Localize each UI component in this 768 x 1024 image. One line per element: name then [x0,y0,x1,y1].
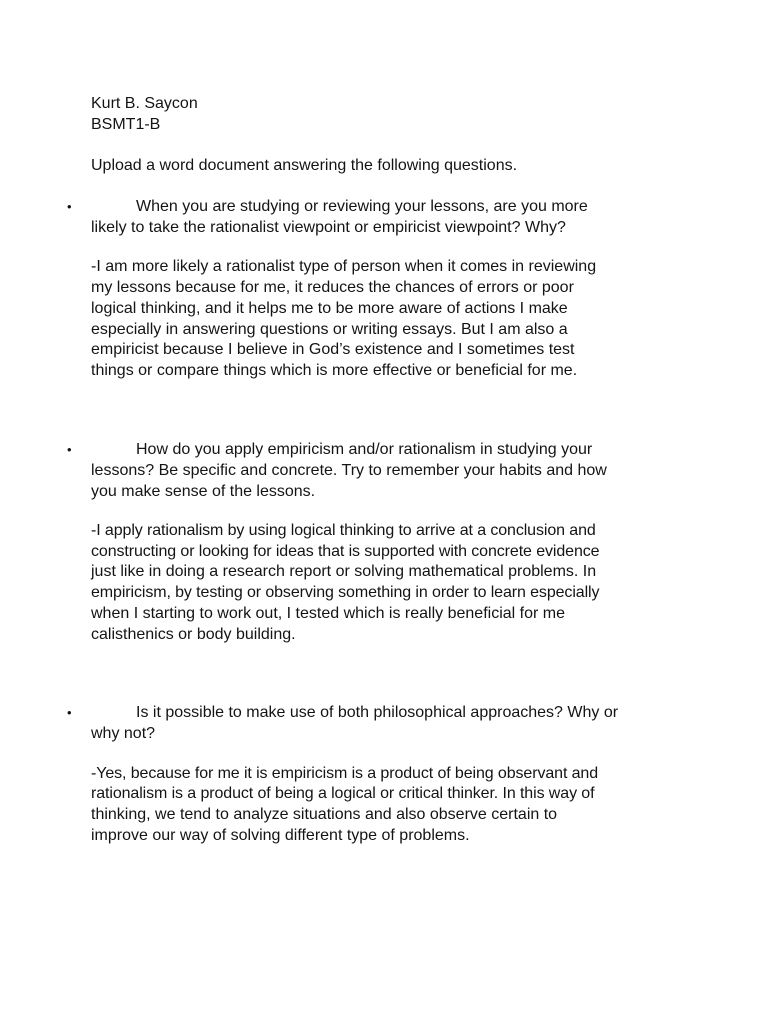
answer-1-line-6: things or compare things which is more effective or beneficial for me. [91,362,578,379]
answer-2-line-5: when I starting to work out, I tested which is really beneficial for me [91,605,565,622]
answer-2-line-1: -I apply rationalism by using logical thinking to arrive at a conclusion and [91,522,596,539]
answer-2-line-4: empiricism, by testing or observing something in order to learn especially [91,584,600,601]
author-section: BSMT1-B [91,116,161,133]
answer-1-line-4: especially in answering questions or writing essays. But I am also a [91,321,568,338]
question-2-line-3: you make sense of the lessons. [91,483,316,500]
question-2-text: How do you apply empiricism and/or rationalism in studying your [136,441,593,458]
bullet-2: • [67,442,72,457]
answer-1-line-3: logical thinking, and it helps me to be more aware of actions I make [91,300,568,317]
question-1-line-1 [91,197,588,218]
answer-2-line-2: constructing or looking for ideas that is supported with concrete evidence [91,543,600,560]
question-1-text: When you are studying or reviewing your lessons, are you more [136,198,588,215]
answer-1-line-5: empiricist because I believe in God’s existence and I sometimes test [91,341,575,358]
question-2-line-2: lessons? Be specific and concrete. Try to remember your habits and how [91,462,607,479]
bullet-1: • [67,199,72,214]
answer-3-line-1: -Yes, because for me it is empiricism is a product of being observant and [91,765,599,782]
question-2-line-1 [91,440,592,461]
question-3-text: Is it possible to make use of both philosophical approaches? Why or [136,704,619,721]
question-3-line-1 [91,703,618,724]
author-name: Kurt B. Saycon [91,95,198,112]
answer-3-line-4: improve our way of solving different type of problems. [91,827,470,844]
answer-3-line-2: rationalism is a product of being a logical or critical thinker. In this way of [91,785,595,802]
answer-3-line-3: thinking, we tend to analyze situations and also observe certain to [91,806,558,823]
instruction-text: Upload a word document answering the following questions. [91,157,518,174]
question-3-line-2: why not? [91,725,156,742]
bullet-3: • [67,705,72,720]
answer-2-line-3: just like in doing a research report or solving mathematical problems. In [91,563,597,580]
answer-1-line-2: my lessons because for me, it reduces the chances of errors or poor [91,279,574,296]
question-1-line-2: likely to take the rationalist viewpoint or empiricist viewpoint? Why? [91,219,566,236]
answer-2-line-6: calisthenics or body building. [91,626,296,643]
answer-1-line-1: -I am more likely a rationalist type of person when it comes in reviewing [91,258,597,275]
